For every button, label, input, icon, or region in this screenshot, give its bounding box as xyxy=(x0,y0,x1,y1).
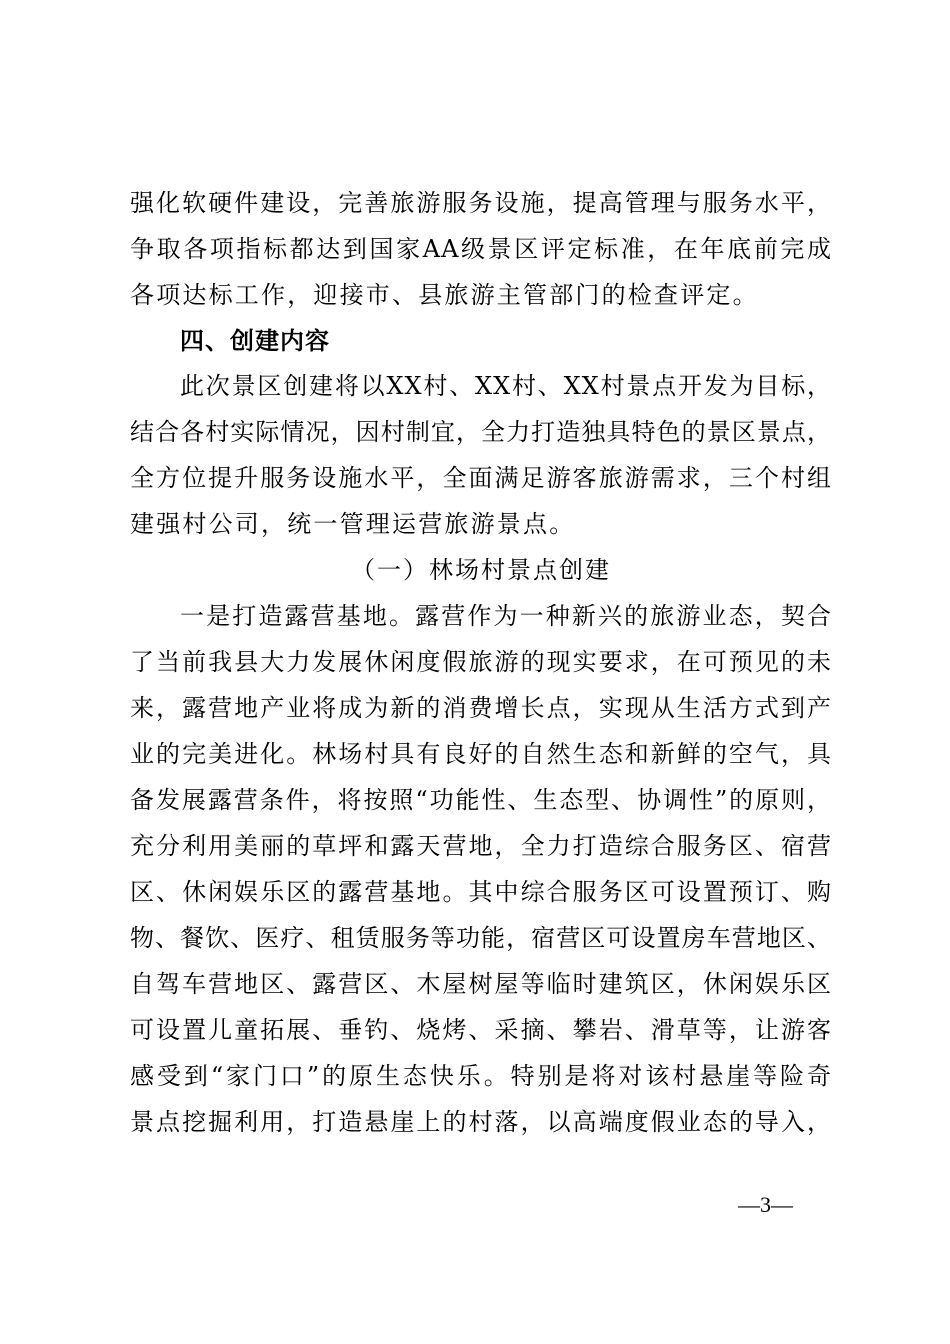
body-line: 可设置儿童拓展、垂钓、烧烤、采摘、攀岩、滑草等，让游客 xyxy=(130,1016,832,1044)
body-line: 来，露营地产业将成为新的消费增长点，实现从生活方式到产 xyxy=(130,694,832,722)
body-line: 业的完美进化。林场村具有良好的自然生态和新鲜的空气，具 xyxy=(130,740,832,768)
body-line: 全方位提升服务设施水平，全面满足游客旅游需求，三个村组 xyxy=(130,464,832,492)
body-line: 结合各村实际情况，因村制宜，全力打造独具特色的景区景点， xyxy=(130,418,832,446)
subsection-heading: （一）林场村景点创建 xyxy=(351,556,611,584)
body-line: 充分利用美丽的草坪和露天营地，全力打造综合服务区、宿营 xyxy=(130,832,832,860)
body-line: 感受到“家门口”的原生态快乐。特别是将对该村悬崖等险奇 xyxy=(130,1062,832,1090)
body-line: 备发展露营条件，将按照“功能性、生态型、协调性”的原则， xyxy=(130,786,832,814)
body-line: 各项达标工作，迎接市、县旅游主管部门的检查评定。 xyxy=(130,281,759,309)
section-heading: 四、创建内容 xyxy=(180,326,330,355)
page-number: —3— xyxy=(738,1192,793,1217)
body-line: 强化软硬件建设，完善旅游服务设施，提高管理与服务水平， xyxy=(130,189,832,217)
body-line: 此次景区创建将以XX村、XX村、XX村景点开发为目标， xyxy=(180,372,832,400)
body-line: 物、餐饮、医疗、租赁服务等功能，宿营区可设置房车营地区、 xyxy=(130,924,832,952)
body-line: 建强村公司，统一管理运营旅游景点。 xyxy=(130,510,576,538)
body-line: 了当前我县大力发展休闲度假旅游的现实要求，在可预见的未 xyxy=(130,648,832,676)
body-line: 自驾车营地区、露营区、木屋树屋等临时建筑区，休闲娱乐区 xyxy=(130,970,832,998)
body-line: 一是打造露营基地。露营作为一种新兴的旅游业态，契合 xyxy=(180,602,832,630)
body-line: 景点挖掘利用，打造悬崖上的村落，以高端度假业态的导入， xyxy=(130,1108,832,1136)
body-line: 争取各项指标都达到国家AA级景区评定标准，在年底前完成 xyxy=(130,235,832,263)
body-line: 区、休闲娱乐区的露营基地。其中综合服务区可设置预订、购 xyxy=(130,878,832,906)
